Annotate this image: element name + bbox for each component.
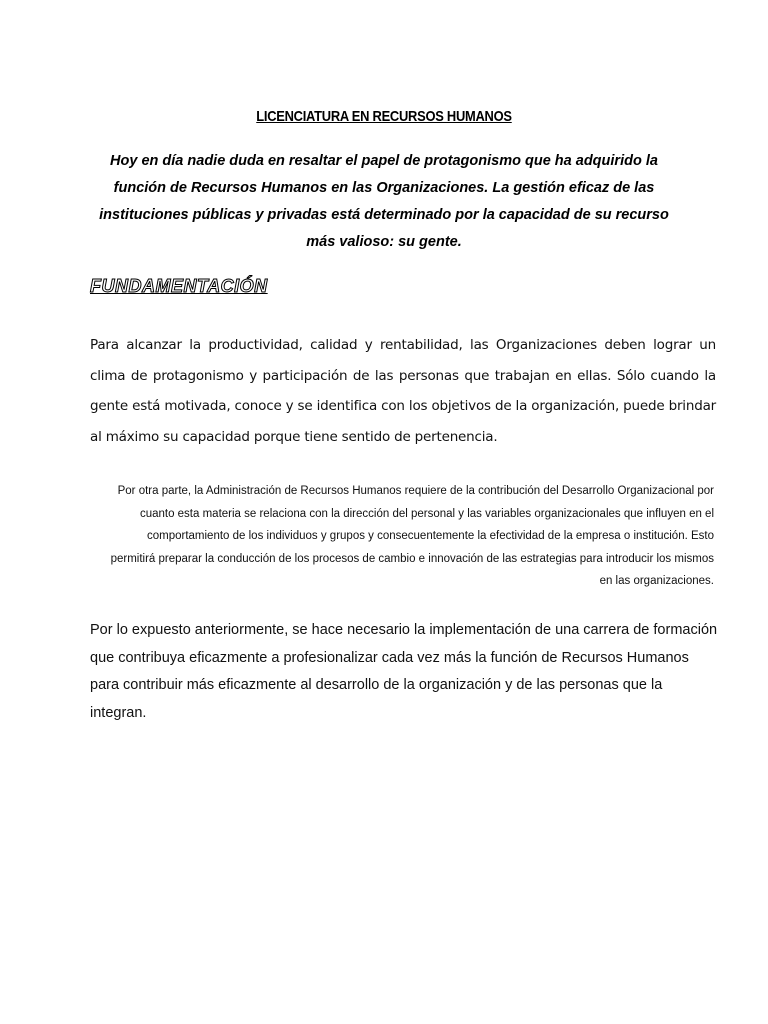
section-heading-fundamentacion: FUNDAMENTACIÓN (90, 276, 268, 296)
body-paragraph-3: Por lo expuesto anteriormente, se hace necesario la implementación de una carrera de formación que contribuya eficazmente a profesionalizar cada vez más la función de Recursos Humanos para contribuir más eficazmente al desarrollo de la organización y de las personas que la integran. (90, 622, 718, 721)
body-paragraph-2: Por otra parte, la Administración de Recursos Humanos requiere de la contribución del Desarrollo Organizacional por cuanto esta materia se relaciona con la dirección del personal y las variables organizacionales que influyen en el comportamiento de los individuos y grupos y consecuentemente la efectividad de la empresa o institución. Esto permitirá preparar la conducción de los procesos de cambio e innovación de las estrategias para introducir los mismos en las organizaciones. (110, 485, 714, 587)
document-title: LICENCIATURA EN RECURSOS HUMANOS (256, 108, 512, 125)
intro-paragraph: Hoy en día nadie duda en resaltar el papel de protagonismo que ha adquirido la función de Recursos Humanos en las Organizaciones. La gestión eficaz de las instituciones públicas y privadas está determinado por la capacidad de su recurso más valioso: su gente. (99, 153, 669, 250)
body-paragraph-1: Para alcanzar la productividad, calidad y rentabilidad, las Organizaciones deben lograr un clima de protagonismo y participación de las personas que trabajan en ellas. Sólo cuando la gente está motivada, conoce y se identifica con los objetivos de la organización, puede brindar al máximo su capacidad porque tiene sentido de pertenencia. (90, 337, 716, 445)
